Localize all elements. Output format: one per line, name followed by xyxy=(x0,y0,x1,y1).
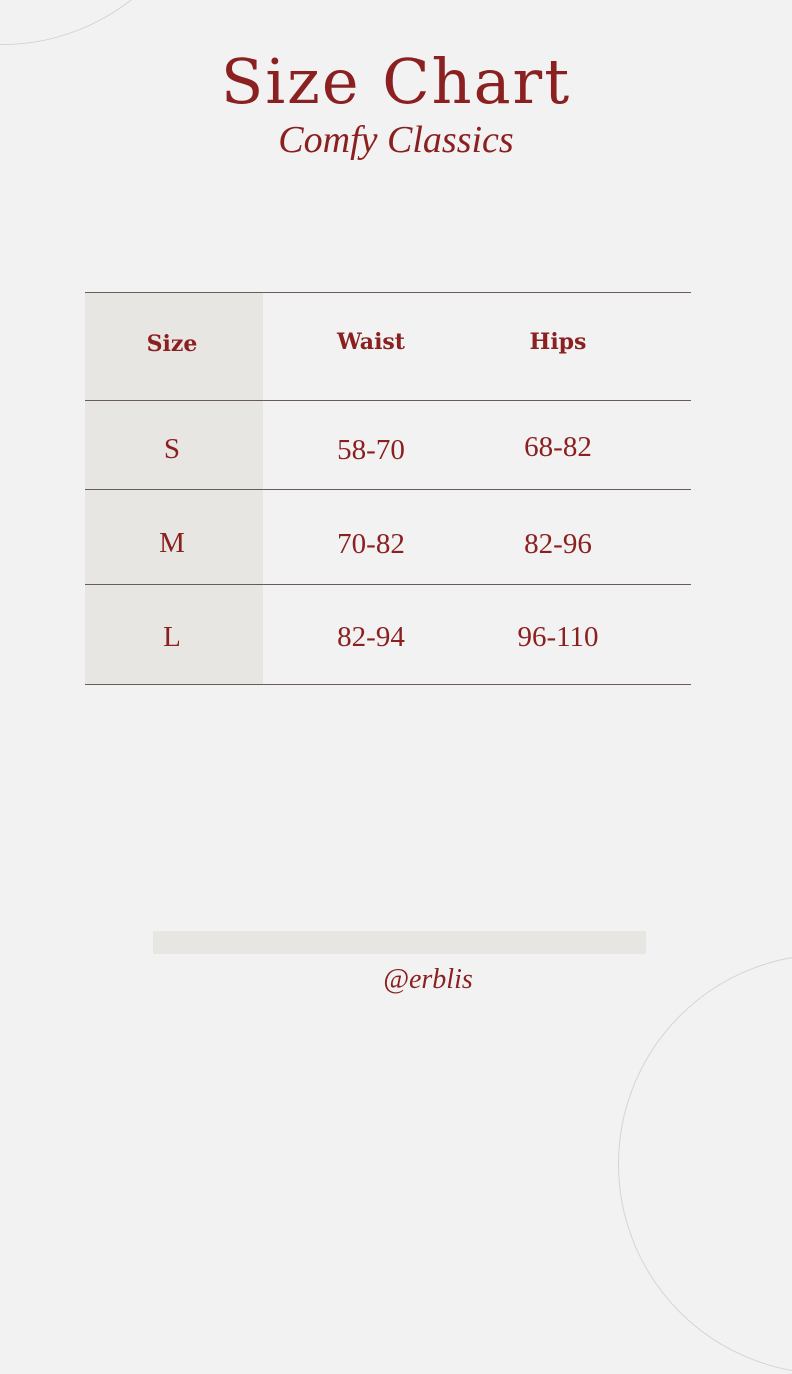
social-handle: @erblis xyxy=(383,964,473,995)
decorative-arc-bottom xyxy=(618,954,792,1374)
header-size: Size xyxy=(146,331,198,357)
table-rule-row-2 xyxy=(85,584,691,585)
row-s-hips: 68-82 xyxy=(524,431,592,463)
row-m-waist: 70-82 xyxy=(337,528,405,560)
table-rule-top xyxy=(85,292,691,293)
row-m-hips: 82-96 xyxy=(524,528,592,560)
header-hips: Hips xyxy=(529,329,587,355)
row-l-size: L xyxy=(163,621,181,653)
decorative-arc-top xyxy=(0,0,212,45)
row-s-waist: 58-70 xyxy=(337,434,405,466)
header-waist: Waist xyxy=(337,329,405,355)
row-l-hips: 96-110 xyxy=(517,621,599,653)
table-rule-header xyxy=(85,400,691,401)
footer-bar xyxy=(153,931,646,954)
row-m-size: M xyxy=(159,527,185,559)
row-l-waist: 82-94 xyxy=(337,621,405,653)
page-title: Size Chart xyxy=(220,45,572,118)
page-subtitle: Comfy Classics xyxy=(278,119,514,161)
row-s-size: S xyxy=(163,433,181,465)
size-table xyxy=(85,292,691,685)
table-rule-bottom xyxy=(85,684,691,685)
table-rule-row-1 xyxy=(85,489,691,490)
